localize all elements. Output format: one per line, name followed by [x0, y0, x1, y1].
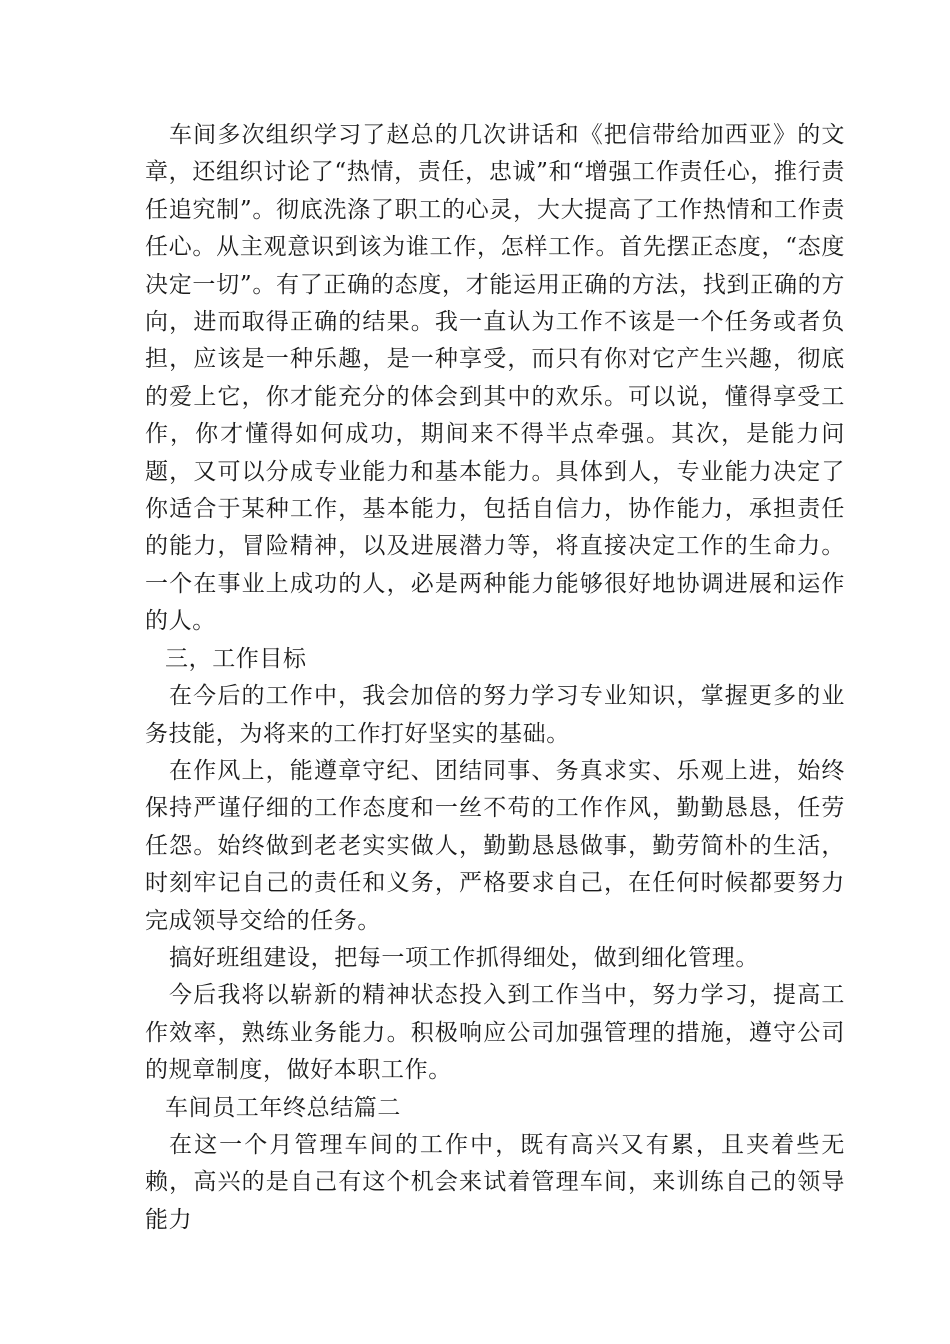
- article-title-part-two: 车间员工年终总结篇二: [165, 1094, 401, 1121]
- paragraph-future-plan: 今后我将以崭新的精神状态投入到工作当中，努力学习，提高工作效率，熟练业务能力。积极响应公司加强管理的措施，遵守公司的规章制度，做好本职工作。: [145, 982, 845, 1084]
- paragraph-study-skills: 在今后的工作中，我会加倍的努力学习专业知识，掌握更多的业务技能，为将来的工作打好坚实的基础。: [145, 683, 845, 747]
- paragraph-work-style: 在作风上，能遵章守纪、团结同事、务真求实、乐观上进，始终保持严谨仔细的工作态度和一丝不苟的工作作风，勤勤恳恳，任劳任怨。始终做到老老实实做人，勤勤恳恳做事，勤劳简朴的生活，时刻牢记自己的责任和义务，严格要求自己，在任何时候都要努力完成领导交给的任务。: [145, 757, 845, 934]
- paragraph-month-management: 在这一个月管理车间的工作中，既有高兴又有累，且夹着些无赖，高兴的是自己有这个机会来试着管理车间，来训练自己的领导能力: [145, 1131, 845, 1233]
- paragraph-intro-attitude-ability: 车间多次组织学习了赵总的几次讲话和《把信带给加西亚》的文章，还组织讨论了“热情，责任，忠诚”和“增强工作责任心，推行责任追究制”。彻底洗涤了职工的心灵，大大提高了工作热情和工作责任心。从主观意识到该为谁工作，怎样工作。首先摆正态度，“态度决定一切”。有了正确的态度，才能运用正确的方法，找到正确的方向，进而取得正确的结果。我一直认为工作不该是一个任务或者负担，应该是一种乐趣，是一种享受，而只有你对它产生兴趣，彻底的爱上它，你才能充分的体会到其中的欢乐。可以说，懂得享受工作，你才懂得如何成功，期间来不得半点牵强。其次，是能力问题，又可以分成专业能力和基本能力。具体到人，专业能力决定了你适合于某种工作，基本能力，包括自信力，协作能力，承担责任的能力，冒险精神，以及进展潜力等，将直接决定工作的生命力。一个在事业上成功的人，必是两种能力能够很好地协调进展和运作的人。: [145, 122, 845, 635]
- paragraph-team-building: 搞好班组建设，把每一项工作抓得细处，做到细化管理。: [169, 944, 759, 971]
- document-body: [145, 117, 845, 1239]
- section-heading-work-goals: 三，工作目标: [165, 645, 307, 672]
